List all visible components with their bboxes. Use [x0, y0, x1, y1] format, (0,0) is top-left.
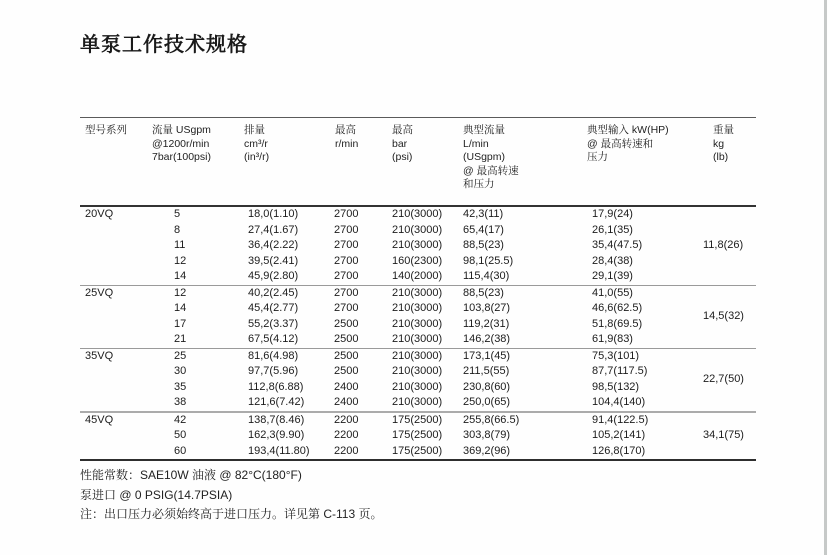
displacement-cell: 67,5(4.12) [248, 333, 299, 345]
page-title: 单泵工作技术规格 [80, 34, 248, 56]
max-rpm-cell: 2700 [334, 270, 359, 282]
header-line: bar [392, 137, 408, 150]
max-bar-cell: 160(2300) [392, 254, 443, 267]
header-line: 重量 [713, 124, 734, 136]
typical-flow-cell: 98,1(25.5) [463, 254, 514, 267]
page-edge-band [824, 0, 827, 555]
max-bar-cell: 140(2000) [392, 270, 443, 282]
table-row [80, 223, 756, 239]
displacement-cell: 45,9(2.80) [248, 270, 299, 282]
max-rpm-cell: 2400 [334, 396, 359, 408]
max-bar-cell: 210(3000) [392, 239, 443, 251]
footnote-performance-constants: 性能常数：SAE10W 油液 @ 82°C(180°F) [80, 468, 302, 482]
displacement-cell: 18,0(1.10) [248, 208, 299, 220]
table-row [80, 332, 756, 348]
column-header-flow [150, 118, 242, 207]
displacement-cell: 138,7(8.46) [242, 412, 330, 429]
header-line: 典型流量 [463, 124, 505, 136]
input-power-cell: 87,7(117.5) [592, 365, 648, 377]
typical-flow-cell: 230,8(60) [463, 380, 511, 393]
flow-cell: 5 [174, 208, 181, 220]
max-rpm-cell: 2700 [334, 254, 359, 267]
header-line: 最高 [392, 124, 413, 136]
typical-flow-cell: 250,0(65) [463, 396, 511, 408]
model-cell: 35VQ [80, 348, 150, 412]
header-line: r/min [335, 137, 359, 150]
displacement-cell: 36,4(2.22) [248, 239, 299, 251]
footnote-pump-inlet: 泵进口 @ 0 PSIG(14.7PSIA) [80, 487, 233, 502]
displacement-cell: 112,8(6.88) [248, 380, 304, 393]
displacement-cell: 27,4(1.67) [248, 223, 299, 236]
header-line: @ 最高转速 [463, 164, 519, 177]
input-power-cell: 104,4(140) [592, 396, 646, 408]
footnote-outlet-pressure: 注：出口压力必须始终高于进口压力。详见第 C-113 页。 [80, 507, 383, 521]
header-line: (psi) [392, 151, 413, 163]
max-rpm-cell: 2200 [330, 412, 385, 429]
table-row [80, 269, 756, 285]
column-header-max-rpm [330, 118, 385, 207]
max-bar-cell: 210(3000) [385, 348, 460, 364]
typical-flow-cell: 119,2(31) [463, 317, 510, 330]
table-row [80, 285, 756, 301]
weight-cell: 22,7(50) [700, 348, 756, 412]
flow-cell: 21 [174, 333, 187, 345]
header-line: 最高 [335, 124, 356, 136]
column-header-model [80, 118, 150, 207]
header-line: 流量 USgpm [152, 124, 211, 136]
max-bar-cell: 210(3000) [392, 302, 443, 314]
table-row [80, 364, 756, 380]
model-cell: 45VQ [80, 412, 150, 461]
header-line: (USgpm) [463, 151, 506, 163]
flow-cell: 25 [150, 348, 242, 364]
header-line: kg [713, 137, 725, 150]
input-power-cell: 126,8(170) [592, 444, 646, 457]
max-bar-cell: 210(3000) [392, 317, 443, 330]
flow-cell: 35 [174, 380, 187, 393]
flow-cell: 17 [174, 317, 187, 330]
header-line: 排量 [244, 124, 265, 136]
table-row [80, 428, 756, 444]
typical-flow-cell: 146,2(38) [463, 333, 511, 345]
max-rpm-cell: 2500 [334, 365, 359, 377]
typical-flow-cell: 369,2(96) [463, 444, 511, 457]
table-body [80, 206, 756, 460]
max-rpm-cell: 2700 [334, 302, 359, 314]
flow-cell: 11 [174, 239, 186, 251]
flow-cell: 14 [174, 302, 187, 314]
table-row [80, 395, 756, 412]
header-line: @ 最高转速和 [587, 137, 654, 150]
input-power-cell: 75,3(101) [585, 348, 700, 364]
max-bar-cell: 210(3000) [392, 365, 443, 377]
pump-spec-table [80, 117, 756, 461]
max-bar-cell: 210(3000) [392, 380, 443, 393]
typical-flow-cell: 88,5(23) [460, 285, 585, 301]
table-row [80, 317, 756, 333]
column-header-weight [700, 118, 756, 207]
input-power-cell: 41,0(55) [585, 285, 700, 301]
max-bar-cell: 210(3000) [392, 396, 443, 408]
flow-cell: 8 [174, 223, 181, 236]
header-line: L/min [463, 137, 489, 150]
typical-flow-cell: 88,5(23) [463, 239, 504, 251]
table-row [80, 254, 756, 270]
table-row [80, 238, 756, 254]
header-line: (in³/r) [244, 151, 270, 163]
typical-flow-cell: 211,5(55) [463, 365, 510, 377]
input-power-cell: 51,8(69.5) [592, 317, 643, 330]
max-rpm-cell: 2700 [334, 208, 359, 220]
flow-cell: 12 [174, 254, 187, 267]
typical-flow-cell: 115,4(30) [463, 270, 510, 282]
max-rpm-cell: 2700 [334, 223, 359, 236]
typical-flow-cell: 173,1(45) [460, 348, 585, 364]
column-header-displacement [242, 118, 330, 207]
input-power-cell: 29,1(39) [592, 270, 633, 282]
max-rpm-cell: 2500 [334, 333, 359, 345]
input-power-cell: 26,1(35) [592, 223, 633, 236]
input-power-cell: 17,9(24) [592, 208, 633, 220]
input-power-cell: 105,2(141) [592, 429, 646, 441]
max-rpm-cell: 2200 [334, 444, 359, 457]
weight-cell: 14,5(32) [700, 285, 756, 348]
weight-cell: 11,8(26) [703, 239, 744, 251]
displacement-cell: 39,5(2.41) [248, 254, 299, 267]
displacement-cell: 55,2(3.37) [248, 317, 299, 330]
table-row [80, 444, 756, 461]
flow-cell: 60 [174, 444, 187, 457]
model-cell: 25VQ [80, 285, 150, 348]
input-power-cell: 28,4(38) [592, 254, 633, 267]
max-bar-cell: 210(3000) [392, 333, 443, 345]
flow-cell: 14 [174, 270, 187, 282]
header-line: 典型输入 kW(HP) [587, 124, 669, 136]
table-row [80, 206, 756, 223]
max-bar-cell: 210(3000) [385, 285, 460, 301]
flow-cell: 42 [150, 412, 242, 429]
header-line: 7bar(100psi) [152, 151, 211, 163]
typical-flow-cell: 303,8(79) [463, 429, 511, 441]
typical-flow-cell: 103,8(27) [463, 302, 511, 314]
input-power-cell: 61,9(83) [592, 333, 633, 345]
header-line: cm³/r [244, 137, 268, 150]
max-rpm-cell: 2400 [334, 380, 359, 393]
header-line: 型号系列 [85, 124, 127, 136]
header-line: 压力 [587, 151, 608, 163]
footnotes [80, 466, 382, 525]
displacement-cell: 40,2(2.45) [242, 285, 330, 301]
table-row [80, 301, 756, 317]
header-line: (lb) [713, 151, 729, 163]
input-power-cell: 91,4(122.5) [585, 412, 700, 429]
input-power-cell: 35,4(47.5) [592, 239, 643, 251]
typical-flow-cell: 255,8(66.5) [460, 412, 585, 429]
displacement-cell: 193,4(11.80) [248, 444, 310, 457]
typical-flow-cell: 65,4(17) [463, 223, 504, 236]
flow-cell: 30 [174, 365, 187, 377]
max-bar-cell: 210(3000) [392, 223, 443, 236]
max-rpm-cell: 2200 [334, 429, 359, 441]
table-header [80, 118, 756, 207]
displacement-cell: 121,6(7.42) [248, 396, 305, 408]
flow-cell: 50 [174, 429, 187, 441]
header-row [80, 118, 756, 207]
input-power-cell: 98,5(132) [592, 380, 640, 393]
table-row [80, 348, 756, 364]
max-bar-cell: 210(3000) [392, 208, 443, 220]
displacement-cell: 81,6(4.98) [242, 348, 330, 364]
max-bar-cell: 175(2500) [392, 429, 443, 441]
displacement-cell: 45,4(2.77) [248, 302, 299, 314]
max-rpm-cell: 2700 [334, 239, 359, 251]
column-header-input-power [585, 118, 700, 207]
input-power-cell: 46,6(62.5) [592, 302, 643, 314]
displacement-cell: 97,7(5.96) [248, 365, 299, 377]
table-row [80, 412, 756, 429]
max-rpm-cell: 2500 [330, 348, 385, 364]
model-cell: 20VQ [85, 208, 114, 220]
weight-cell: 34,1(75) [700, 412, 756, 461]
typical-flow-cell: 42,3(11) [463, 208, 504, 220]
max-bar-cell: 175(2500) [385, 412, 460, 429]
max-bar-cell: 175(2500) [392, 444, 443, 457]
displacement-cell: 162,3(9.90) [248, 429, 305, 441]
column-header-max-bar [385, 118, 460, 207]
column-header-typical-flow [460, 118, 585, 207]
header-line: @1200r/min [152, 137, 210, 150]
max-rpm-cell: 2700 [330, 285, 385, 301]
max-rpm-cell: 2500 [334, 317, 359, 330]
flow-cell: 12 [150, 285, 242, 301]
header-line: 和压力 [463, 178, 495, 190]
flow-cell: 38 [174, 396, 187, 408]
table-row [80, 380, 756, 396]
